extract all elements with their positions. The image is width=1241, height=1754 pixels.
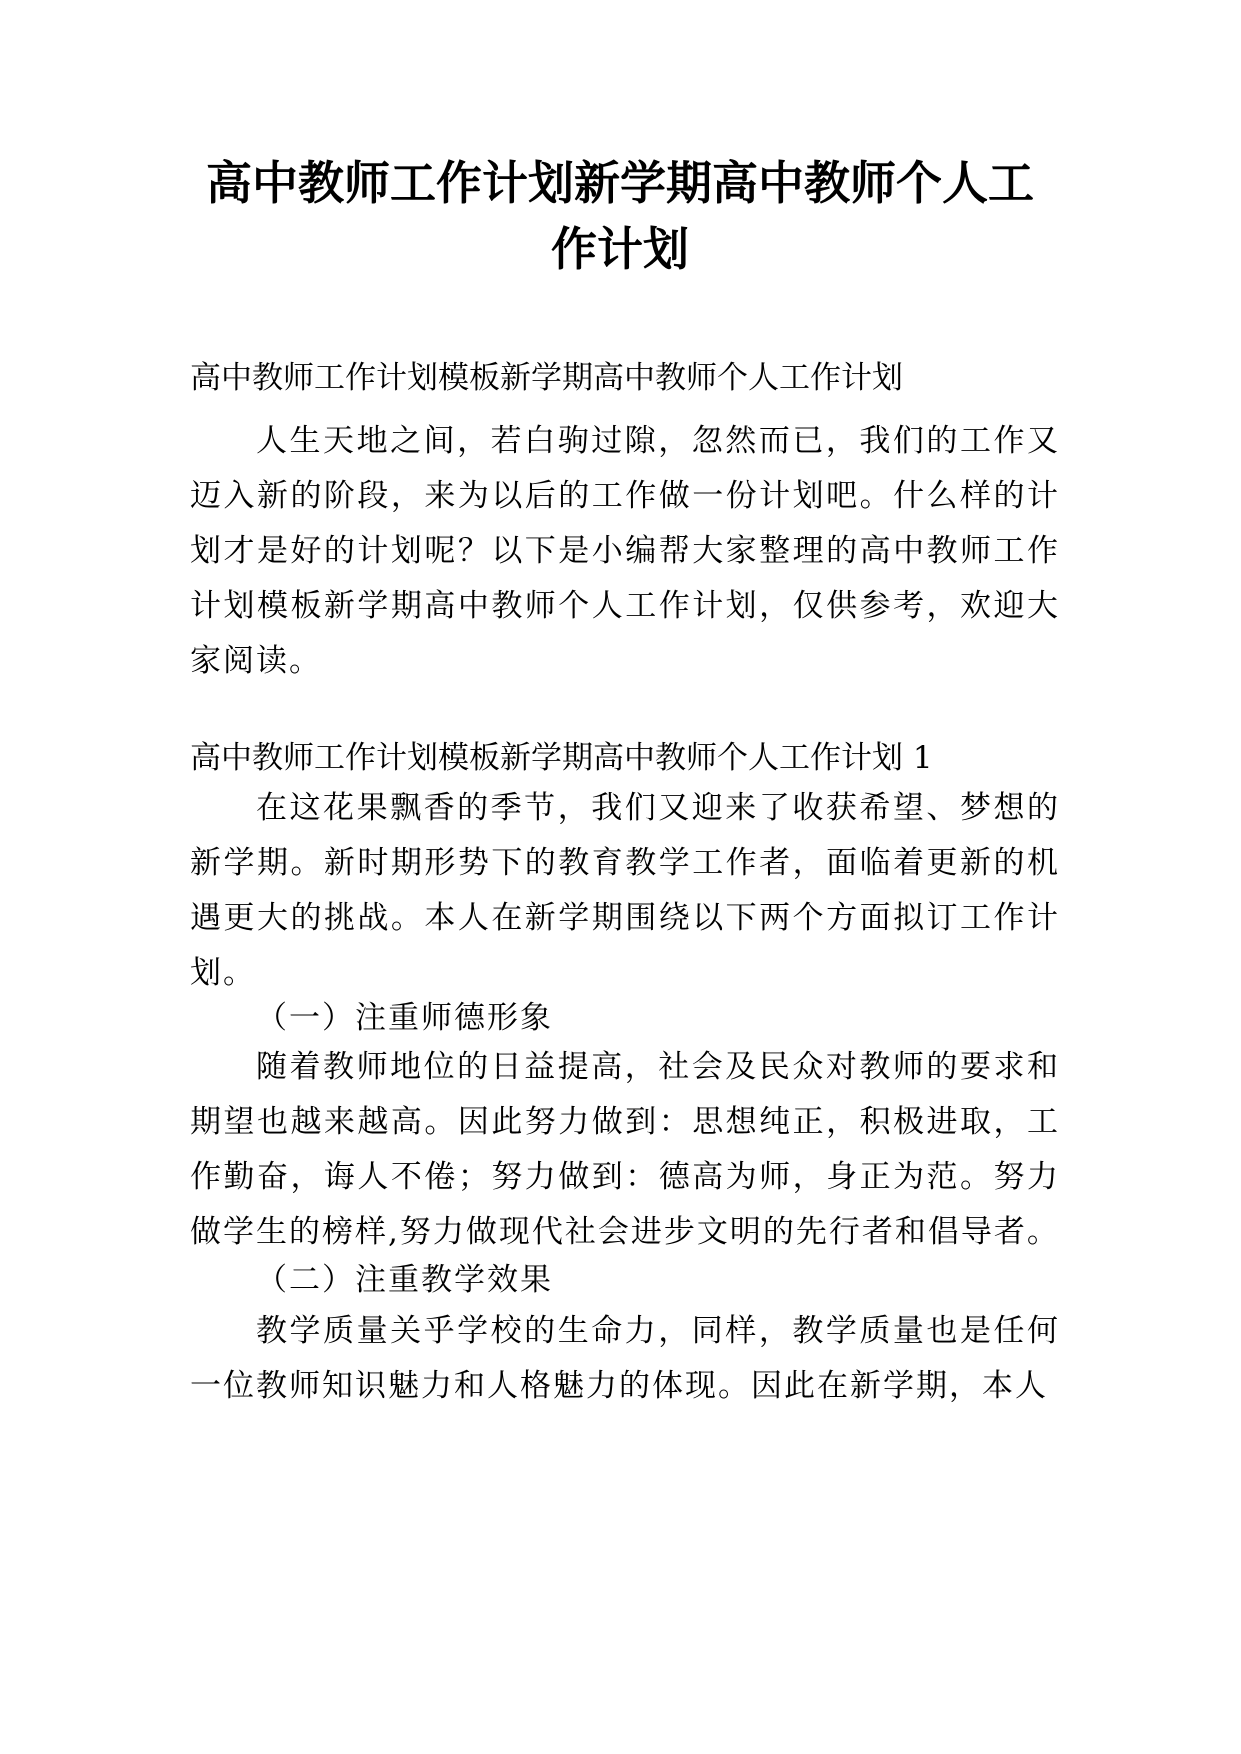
document-subtitle: 高中教师工作计划模板新学期高中教师个人工作计划 [190,360,903,396]
heading-teacher-ethics: （一）注重师德形象 [256,1000,553,1036]
section-intro-paragraph: 在这花果飘香的季节，我们又迎来了收获希望、梦想的新学期。新时期形势下的教育教学工作者，面临着更新的机遇更大的挑战。本人在新学期围绕以下两个方面拟订工作计划。 [190,790,1060,991]
intro-paragraph: 人生天地之间，若白驹过隙，忽然而已，我们的工作又迈入新的阶段，来为以后的工作做一份计划吧。什么样的计划才是好的计划呢？以下是小编帮大家整理的高中教师工作计划模板新学期高中教师个人工作计划，仅供参考，欢迎大家阅读。 [190,423,1060,679]
paragraph-teacher-ethics: 随着教师地位的日益提高，社会及民众对教师的要求和期望也越来越高。因此努力做到：思想纯正，积极进取，工作勤奋，诲人不倦；努力做到：德高为师，身正为范。努力做学生的榜样,努力做现代社会进步文明的先行者和倡导者。 [190,1049,1060,1250]
document-title: 高中教师工作计划新学期高中教师个人工作计划 [206,156,1034,276]
section-title: 高中教师工作计划模板新学期高中教师个人工作计划 1 [190,740,933,776]
heading-teaching-effect: （二）注重教学效果 [256,1262,553,1298]
paragraph-teaching-effect: 教学质量关乎学校的生命力，同样，教学质量也是任何一位教师知识魅力和人格魅力的体现。因此在新学期，本人 [190,1313,1060,1404]
